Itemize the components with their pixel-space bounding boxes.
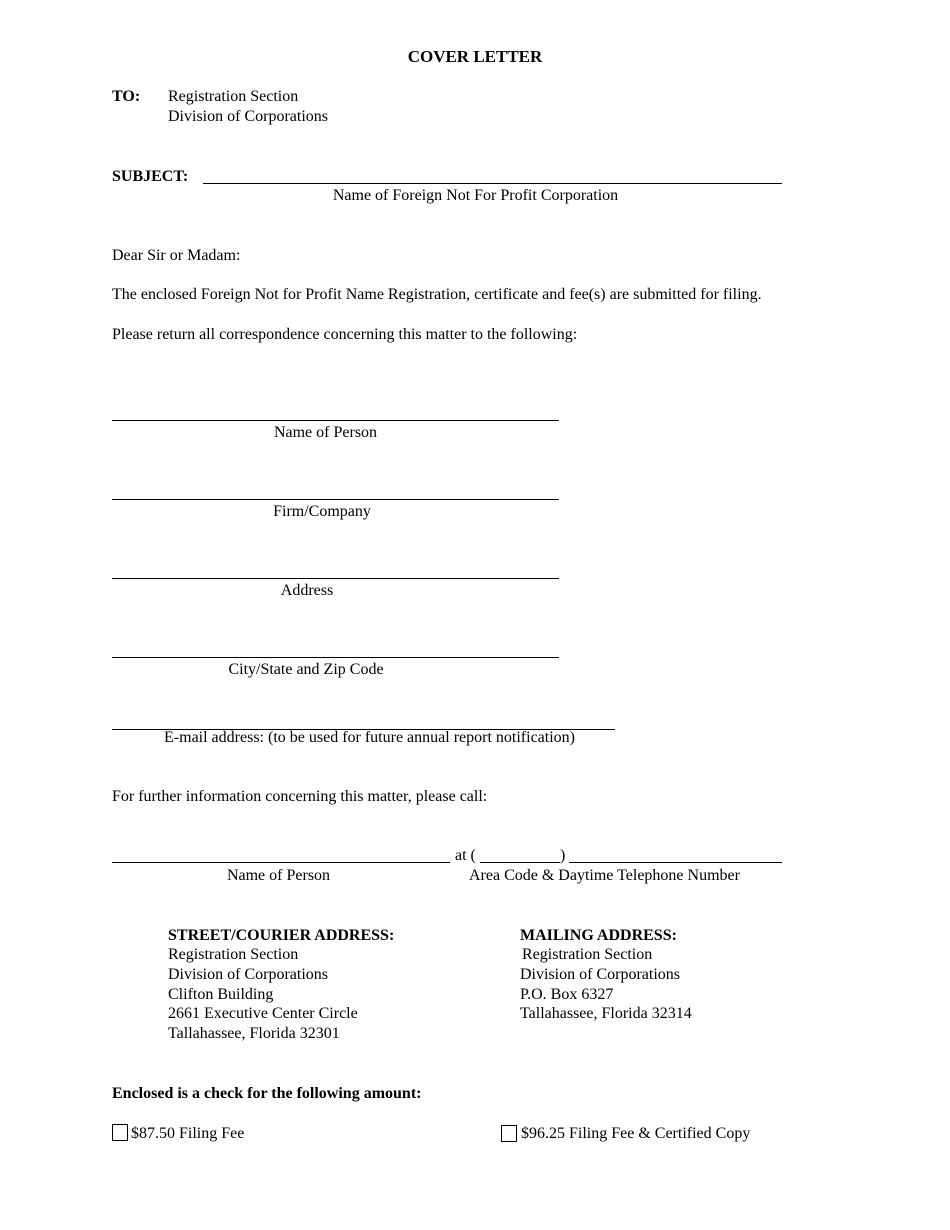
to-line-2: Division of Corporations — [168, 108, 328, 125]
salutation: Dear Sir or Madam: — [112, 247, 241, 264]
mailing-address-line-2: Division of Corporations — [520, 966, 680, 983]
contact-intro: For further information concerning this matter, please call: — [112, 788, 488, 805]
subject-input-line[interactable] — [203, 183, 782, 184]
to-label: TO: — [112, 88, 141, 105]
address-input-line[interactable] — [112, 578, 559, 579]
contact-name-caption: Name of Person — [226, 867, 331, 884]
filing-fee-certified-copy-label: $96.25 Filing Fee & Certified Copy — [521, 1125, 751, 1142]
mailing-address-line-1: Registration Section — [522, 946, 653, 963]
street-address-line-1: Registration Section — [168, 946, 299, 963]
street-address-line-5: Tallahassee, Florida 32301 — [168, 1025, 340, 1042]
contact-phone-caption: Area Code & Daytime Telephone Number — [469, 867, 740, 884]
city-state-zip-caption: City/State and Zip Code — [228, 661, 384, 678]
mailing-address-line-3: P.O. Box 6327 — [520, 986, 614, 1003]
contact-close-paren: ) — [560, 847, 566, 864]
page-title: COVER LETTER — [407, 47, 543, 66]
address-caption: Address — [280, 582, 334, 599]
filing-fee-certified-copy-checkbox[interactable] — [501, 1125, 517, 1142]
phone-number-input-line[interactable] — [569, 862, 782, 863]
area-code-input-line[interactable] — [480, 862, 560, 863]
street-address-line-3: Clifton Building — [168, 986, 274, 1003]
name-of-person-caption: Name of Person — [273, 424, 378, 441]
firm-company-caption: Firm/Company — [273, 503, 371, 520]
subject-label: SUBJECT: — [112, 168, 189, 185]
firm-company-input-line[interactable] — [112, 499, 559, 500]
city-state-zip-input-line[interactable] — [112, 657, 559, 658]
email-caption: E-mail address: (to be used for future annual report notification) — [164, 729, 575, 746]
street-address-line-2: Division of Corporations — [168, 966, 328, 983]
body-paragraph-2: Please return all correspondence concerning this matter to the following: — [112, 326, 578, 343]
street-address-heading: STREET/COURIER ADDRESS: — [168, 927, 395, 944]
filing-fee-label: $87.50 Filing Fee — [131, 1125, 245, 1142]
mailing-address-heading: MAILING ADDRESS: — [520, 927, 677, 944]
mailing-address-line-4: Tallahassee, Florida 32314 — [520, 1005, 692, 1022]
enclosed-heading: Enclosed is a check for the following amount: — [112, 1085, 422, 1102]
name-of-person-input-line[interactable] — [112, 420, 559, 421]
contact-name-input-line[interactable] — [112, 862, 450, 863]
subject-caption: Name of Foreign Not For Profit Corporation — [332, 187, 619, 204]
street-address-line-4: 2661 Executive Center Circle — [168, 1005, 358, 1022]
filing-fee-checkbox[interactable] — [112, 1124, 128, 1141]
contact-at-text: at ( — [455, 847, 476, 864]
body-paragraph-1: The enclosed Foreign Not for Profit Name Registration, certificate and fee(s) are submitted for filing. — [112, 286, 762, 303]
to-line-1: Registration Section — [168, 88, 299, 105]
